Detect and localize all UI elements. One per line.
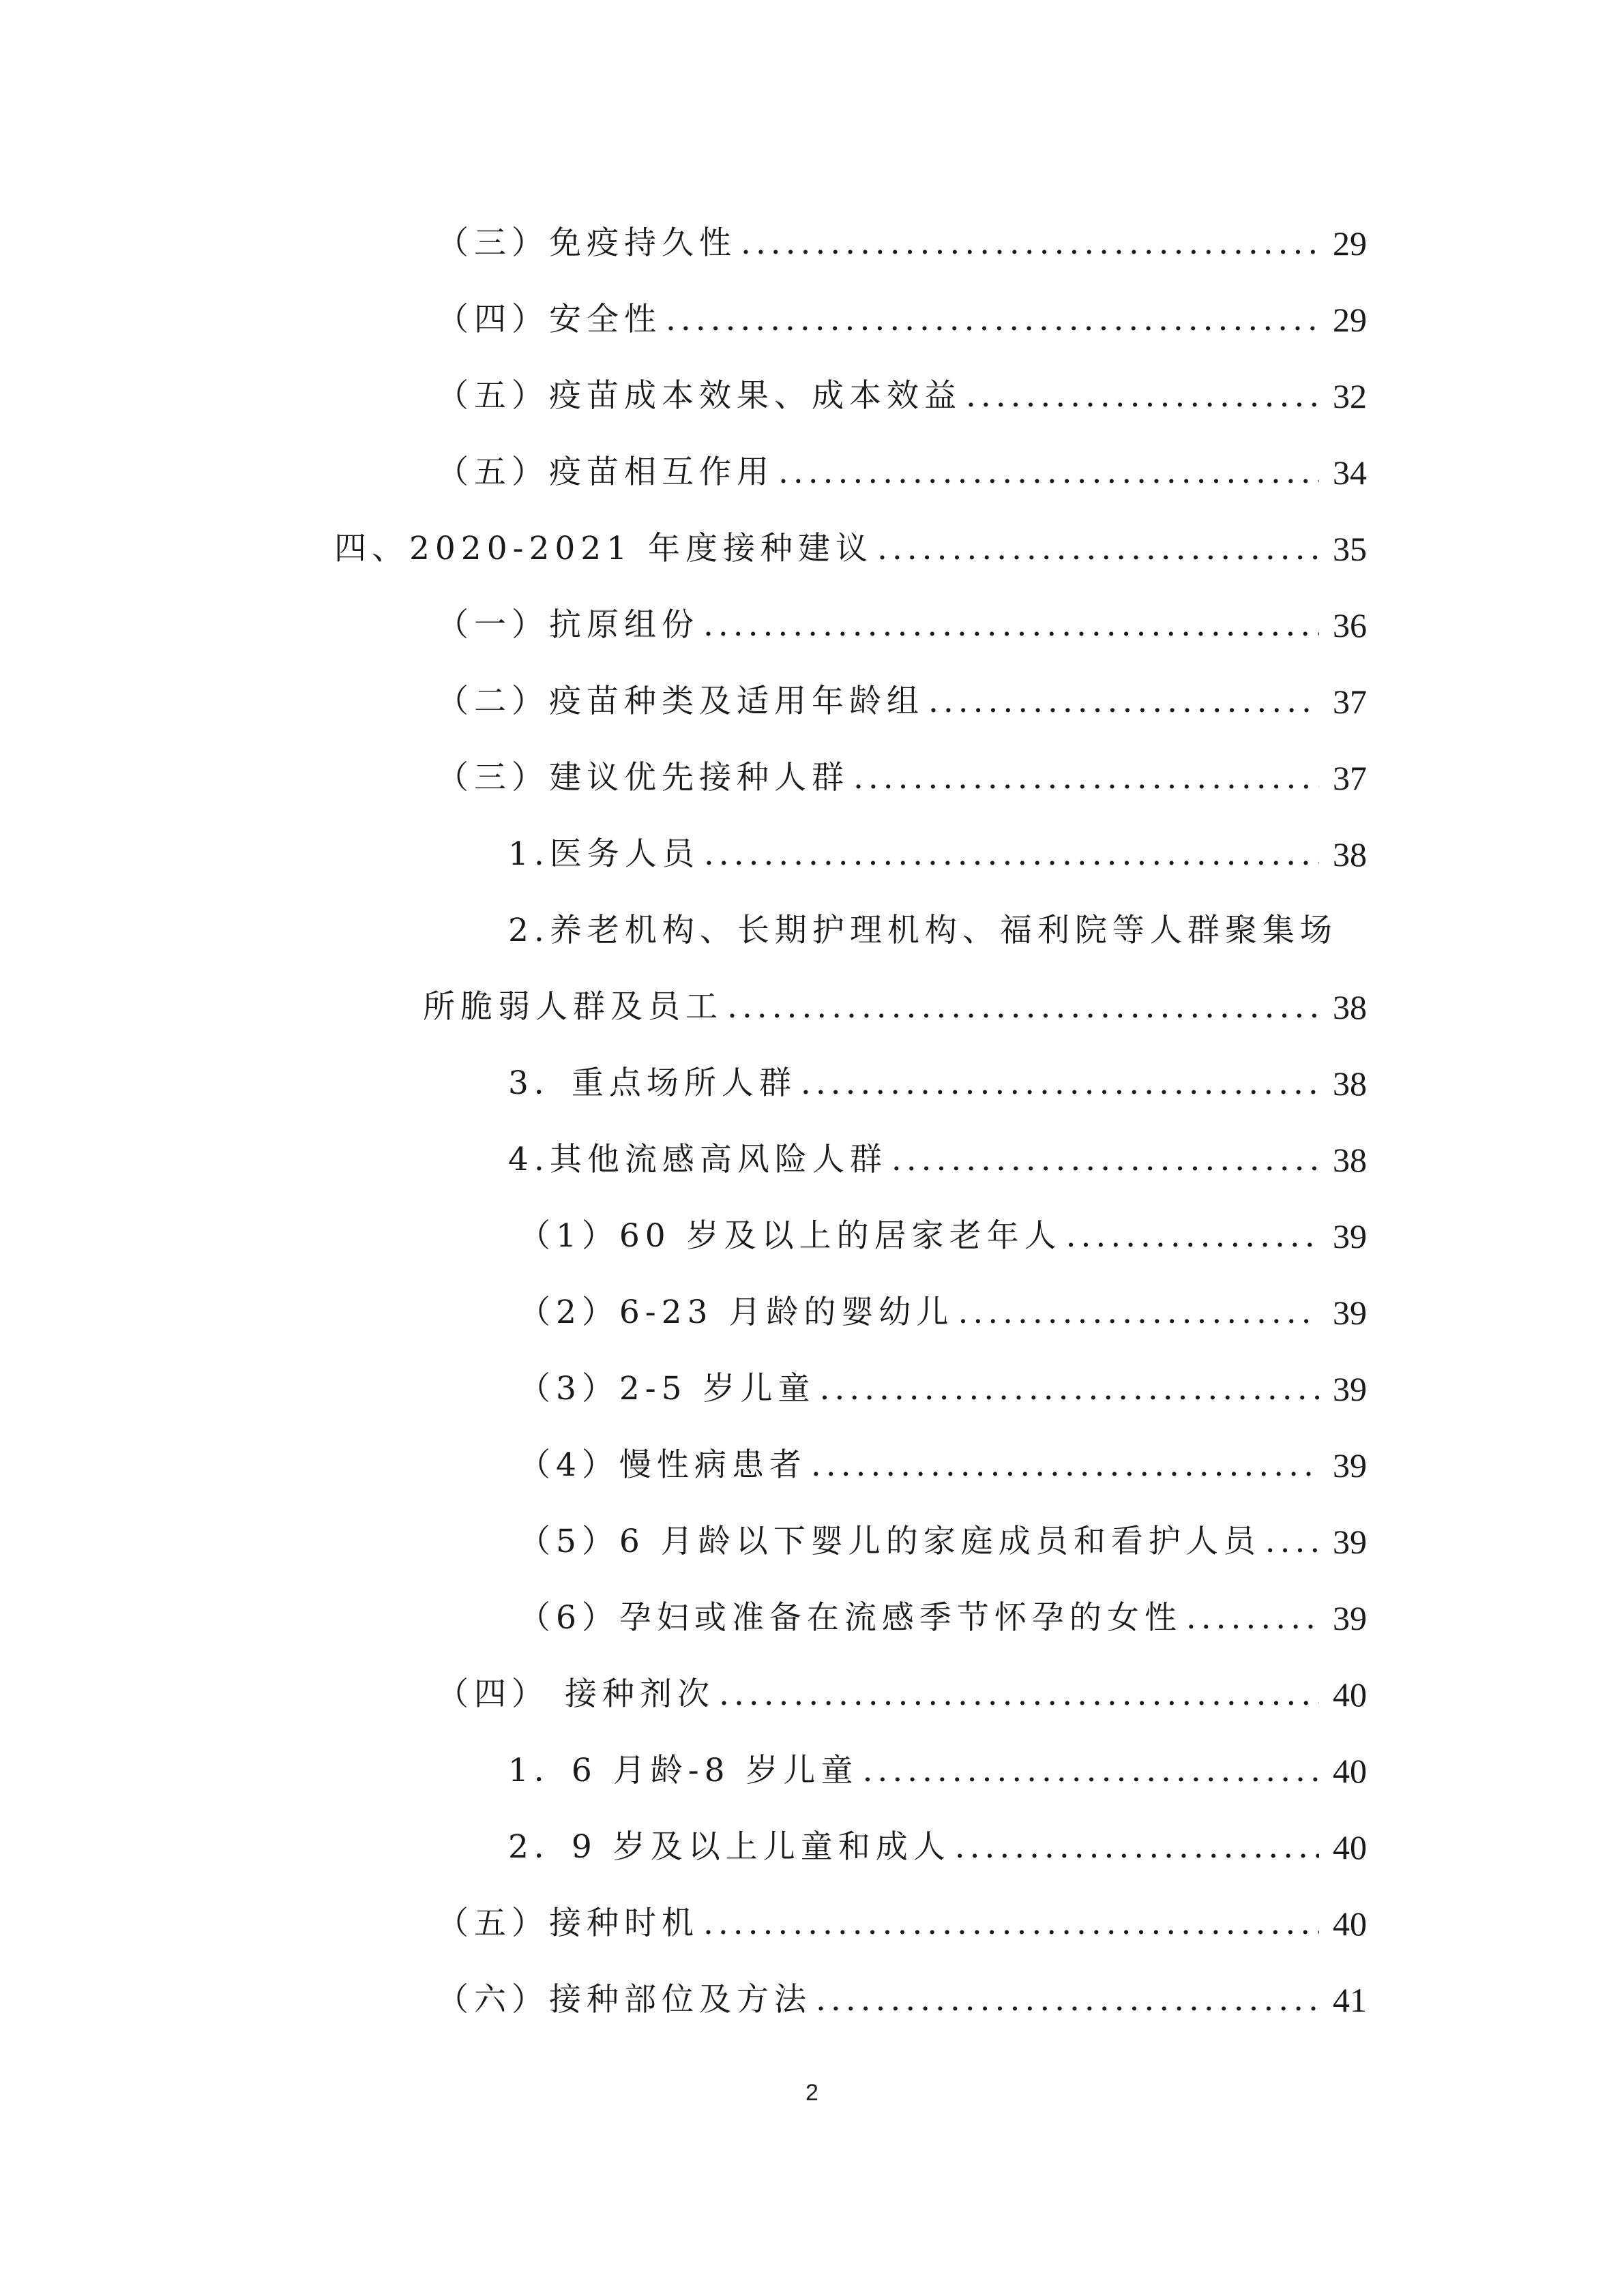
toc-entry[interactable] — [437, 747, 1367, 809]
toc-entry[interactable] — [437, 671, 1367, 732]
toc-entry-page: 40 — [1333, 1828, 1367, 1866]
toc-entry-page: 40 — [1333, 1752, 1367, 1790]
toc-entry[interactable] — [437, 1893, 1367, 1954]
toc-entry[interactable] — [437, 366, 1367, 427]
leader-dots — [816, 1969, 1319, 2031]
toc-entry[interactable] — [508, 1129, 1367, 1191]
toc-entry-label: （五）疫苗成本效果、成本效益 — [437, 377, 962, 415]
toc-entry[interactable] — [508, 1817, 1367, 1878]
toc-entry[interactable] — [518, 1282, 1367, 1343]
leader-dots — [877, 518, 1319, 580]
leader-dots — [1265, 1511, 1319, 1572]
toc-entry[interactable] — [437, 213, 1367, 274]
leader-dots — [1066, 1206, 1319, 1267]
leader-dots — [891, 1129, 1319, 1191]
toc-entry-label: （五）接种时机 — [437, 1905, 699, 1942]
toc-entry-page: 39 — [1333, 1523, 1367, 1561]
toc-entry-label: 1.医务人员 — [508, 835, 700, 873]
toc-entry-page: 38 — [1333, 988, 1367, 1026]
toc-entry-label: （五）疫苗相互作用 — [437, 453, 774, 491]
leader-dots — [811, 1435, 1319, 1496]
toc-entry-label: 1．6 月龄-8 岁儿童 — [508, 1752, 859, 1789]
leader-dots — [862, 1740, 1319, 1802]
toc-entry-page: 37 — [1333, 759, 1367, 797]
toc-entry-label: 2．9 岁及以上儿童和成人 — [508, 1828, 951, 1866]
toc-entry-page: 36 — [1333, 606, 1367, 644]
toc-entry-label-wrapped[interactable]: 2.养老机构、长期护理机构、福利院等人群聚集场 — [508, 912, 1338, 949]
toc-entry-label: （2）6-23 月龄的婴幼儿 — [518, 1294, 954, 1331]
toc-entry[interactable] — [437, 595, 1367, 656]
toc-entry-label: （6）孕妇或准备在流感季节怀孕的女性 — [518, 1599, 1182, 1637]
leader-dots — [703, 595, 1319, 656]
toc-entry-label: （1）60 岁及以上的居家老年人 — [518, 1217, 1062, 1255]
leader-dots — [666, 289, 1319, 351]
toc-entry[interactable] — [437, 442, 1367, 503]
toc-entry[interactable] — [508, 824, 1367, 885]
toc-entry-page: 39 — [1333, 1294, 1367, 1332]
toc-entry-label: 四、2020-2021 年度接种建议 — [334, 530, 874, 567]
toc-entry-page: 38 — [1333, 835, 1367, 874]
leader-dots — [958, 1282, 1319, 1343]
toc-entry[interactable] — [437, 1969, 1367, 2031]
toc-entry[interactable] — [508, 1053, 1367, 1114]
leader-dots — [1186, 1587, 1319, 1649]
toc-entry[interactable] — [423, 976, 1367, 1038]
toc-entry-label: （5）6 月龄以下婴儿的家庭成员和看护人员 — [518, 1523, 1261, 1560]
toc-entry-label: 3．重点场所人群 — [508, 1064, 797, 1102]
toc-entry[interactable] — [508, 1740, 1367, 1802]
toc-entry-page: 29 — [1333, 301, 1367, 339]
toc-entry-label: （二）疫苗种类及适用年龄组 — [437, 683, 924, 720]
toc-entry[interactable] — [437, 289, 1367, 351]
page-number: 2 — [806, 2080, 818, 2106]
leader-dots — [928, 671, 1319, 732]
toc-entry[interactable] — [518, 1511, 1367, 1572]
leader-dots — [853, 747, 1319, 809]
leader-dots — [703, 1893, 1319, 1954]
toc-entry-label: （三）免疫持久性 — [437, 224, 737, 262]
leader-dots — [820, 1358, 1319, 1420]
toc-entry-page: 37 — [1333, 683, 1367, 721]
toc-entry-page: 32 — [1333, 377, 1367, 415]
toc-entry[interactable] — [518, 1206, 1367, 1267]
toc-entry-page: 38 — [1333, 1141, 1367, 1179]
toc-entry-page: 35 — [1333, 530, 1367, 568]
toc-entry-label: （3）2-5 岁儿童 — [518, 1370, 816, 1407]
toc-entry[interactable] — [518, 1435, 1367, 1496]
toc-entry-page: 39 — [1333, 1446, 1367, 1485]
toc-entry-page: 40 — [1333, 1675, 1367, 1714]
toc-entry-label: （四） 接种剂次 — [437, 1675, 715, 1713]
leader-dots — [966, 366, 1319, 427]
toc-entry-label: （四）安全性 — [437, 301, 662, 338]
toc-entry-page: 39 — [1333, 1217, 1367, 1255]
toc-entry-label: （一）抗原组份 — [437, 606, 699, 644]
toc-entry[interactable] — [518, 1587, 1367, 1649]
toc-entry-label: （三）建议优先接种人群 — [437, 759, 849, 796]
leader-dots — [719, 1664, 1319, 1725]
leader-dots — [955, 1817, 1319, 1878]
toc-entry[interactable] — [437, 1664, 1367, 1725]
toc-entry-label: 4.其他流感高风险人群 — [508, 1141, 887, 1178]
toc-entry-page: 34 — [1333, 453, 1367, 492]
leader-dots — [801, 1053, 1319, 1114]
leader-dots — [727, 976, 1319, 1038]
leader-dots — [741, 213, 1319, 274]
toc-entry-page: 40 — [1333, 1905, 1367, 1943]
toc-entry-label: （4）慢性病患者 — [518, 1446, 807, 1484]
toc-entry-page: 29 — [1333, 224, 1367, 263]
toc-entry-label: （六）接种部位及方法 — [437, 1981, 812, 2018]
leader-dots — [778, 442, 1319, 503]
toc-entry-page: 38 — [1333, 1064, 1367, 1103]
leader-dots — [704, 824, 1319, 885]
toc-entry-page: 41 — [1333, 1981, 1367, 2019]
toc-entry-page: 39 — [1333, 1599, 1367, 1637]
toc-entry-label: 所脆弱人群及员工 — [423, 988, 723, 1026]
toc-entry-page: 39 — [1333, 1370, 1367, 1408]
toc-entry[interactable] — [518, 1358, 1367, 1420]
toc-entry[interactable] — [334, 518, 1367, 580]
